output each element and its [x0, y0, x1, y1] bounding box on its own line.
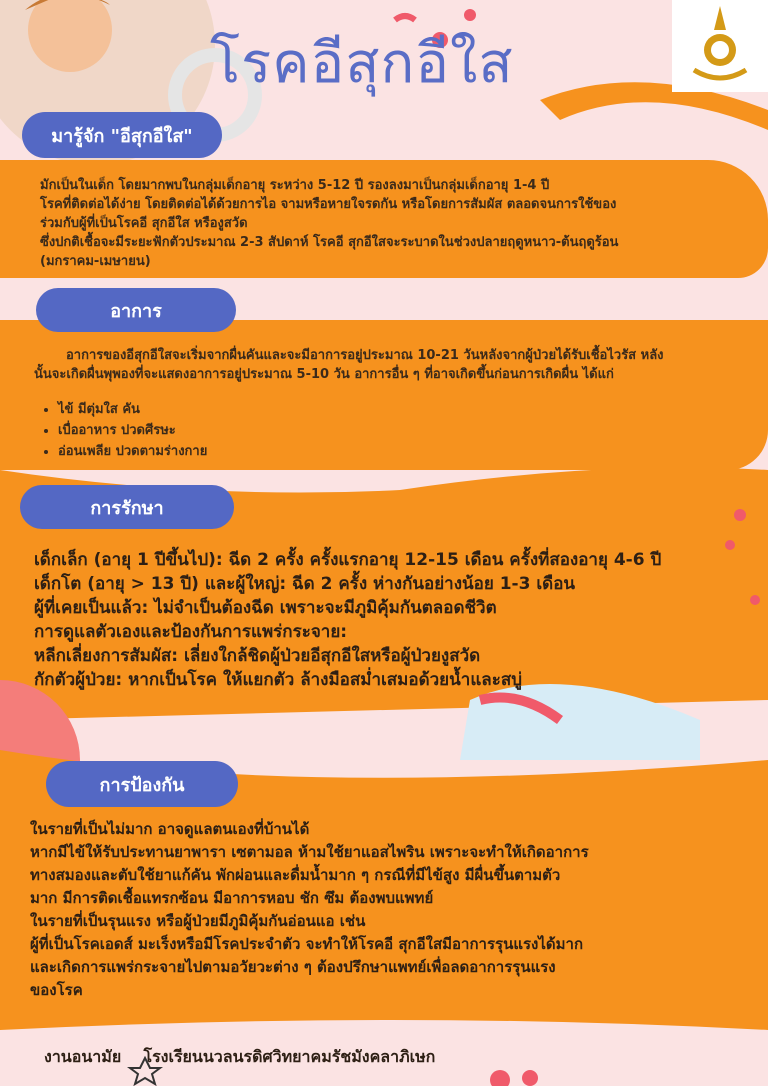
treatment-heading	[20, 485, 234, 529]
text-line: เด็กโต (อายุ > 13 ปี) และผู้ใหญ่: ฉีด 2 ครั้ง ห่างกันอย่างน้อย 1-3 เดือน	[34, 574, 576, 594]
text-line: ในรายที่เป็นไม่มาก อาจดูแลตนเองที่บ้านได้	[30, 820, 310, 838]
text-line: ของโรค	[30, 981, 83, 999]
prevention-text	[30, 818, 760, 1002]
text-line: นั้นจะเกิดผื่นพุพองที่จะแสดงอาการอยู่ประมาณ 5-10 วัน อาการอื่น ๆ ที่อาจเกิดขึ้นก่อนการเกิดผื่น ได้แก่	[34, 367, 614, 382]
text-line: ในรายที่เป็นรุนแรง หรือผู้ป่วยมีภูมิคุ้มกันอ่อนแอ เช่น	[30, 912, 366, 930]
intro-heading-label: มารู้จัก "อีสุกอีใส"	[51, 125, 193, 147]
symptoms-heading	[36, 288, 236, 332]
text-line: (มกราคม-เมษายน)	[40, 254, 151, 269]
list-item: • เบื่ออาหาร ปวดศีรษะ	[58, 421, 768, 440]
text-line: กักตัวผู้ป่วย: หากเป็นโรค ให้แยกตัว ล้างมือสม่ำเสมอด้วยน้ำและสบู่	[34, 670, 522, 690]
symptom-list	[40, 400, 768, 461]
footer-credit: งานอนามัย โรงเรียนนวลนรดิศวิทยาคมรัชมังคลาภิเษก	[44, 1047, 436, 1066]
page-title: โรคอีสุกอีใส	[210, 31, 514, 96]
text-line: มาก มีการติดเชื้อแทรกซ้อน มีอาการหอบ ชัก ซึม ต้องพบแพทย์	[30, 889, 434, 907]
text-line: หากมีไข้ให้รับประทานยาพารา เซตามอล ห้ามใช้ยาแอสไพริน เพราะจะทำให้เกิดอาการ	[30, 843, 589, 861]
treatment-text	[34, 548, 764, 692]
treatment-heading-label: การรักษา	[90, 497, 164, 519]
text-line: ทางสมองและตับใช้ยาแก้คัน พักผ่อนและดื่มน้ำมาก ๆ กรณีที่มีไข้สูง มีผื่นขึ้นตามตัว	[30, 866, 561, 884]
text-line: โรคที่ติดต่อได้ง่าย โดยติดต่อได้ด้วยการไอ จามหรือหายใจรดกัน หรือโดยการสัมผัส ตลอดจนการใช้ของ	[40, 197, 617, 212]
intro-text	[40, 176, 760, 271]
text-line: ผู้ที่เป็นโรคเอดส์ มะเร็งหรือมีโรคประจำตัว จะทำให้โรคอี สุกอีใสมีอาการรุนแรงได้มาก	[30, 935, 584, 953]
text-line: การดูแลตัวเองและป้องกันการแพร่กระจาย:	[34, 622, 348, 642]
text-line: เด็กเล็ก (อายุ 1 ปีขึ้นไป): ฉีด 2 ครั้ง ครั้งแรกอายุ 12-15 เดือน ครั้งที่สองอายุ 4-6 ปี	[34, 550, 662, 570]
text-line: ผู้ที่เคยเป็นแล้ว: ไม่จำเป็นต้องฉีด เพราะจะมีภูมิคุ้มกันตลอดชีวิต	[34, 598, 497, 618]
school-emblem-icon	[672, 0, 768, 92]
text-line: ซึ่งปกติเชื้อจะมีระยะฟักตัวประมาณ 2-3 สัปดาห์ โรคอี สุกอีใสจะระบาดในช่วงปลายฤดูหนาว-ต้นฤดูร้อน	[40, 235, 619, 250]
list-item: • อ่อนเพลีย ปวดตามร่างกาย	[58, 442, 768, 461]
text-line: อาการของอีสุกอีใสจะเริ่มจากผื่นคันและจะมีอาการอยู่ประมาณ 10-21 วันหลังจากผู้ป่วยได้รับเชื้อไวรัส หลัง	[66, 348, 664, 363]
prevention-heading	[46, 761, 238, 807]
symptoms-heading-label: อาการ	[110, 300, 162, 322]
list-item: • ไข้ มีตุ่มใส คัน	[58, 400, 768, 419]
school-emblem	[672, 0, 768, 92]
text-line: หลีกเลี่ยงการสัมผัส: เลี่ยงใกล้ชิดผู้ป่วยอีสุกอีใสหรือผู้ป่วยงูสวัด	[34, 646, 481, 666]
text-line: มักเป็นในเด็ก โดยมากพบในกลุ่มเด็กอายุ ระหว่าง 5-12 ปี รองลงมาเป็นกลุ่มเด็กอายุ 1-4 ปี	[40, 178, 550, 193]
text-line: และเกิดการแพร่กระจายไปตามอวัยวะต่าง ๆ ต้องปรึกษาแพทย์เพื่อลดอาการรุนแรง	[30, 958, 556, 976]
prevention-heading-label: การป้องกัน	[99, 774, 185, 796]
intro-heading	[22, 112, 222, 158]
text-line: ร่วมกับผู้ที่เป็นโรคอี สุกอีใส หรืองูสวัด	[40, 216, 248, 231]
symptoms-text	[34, 346, 768, 463]
